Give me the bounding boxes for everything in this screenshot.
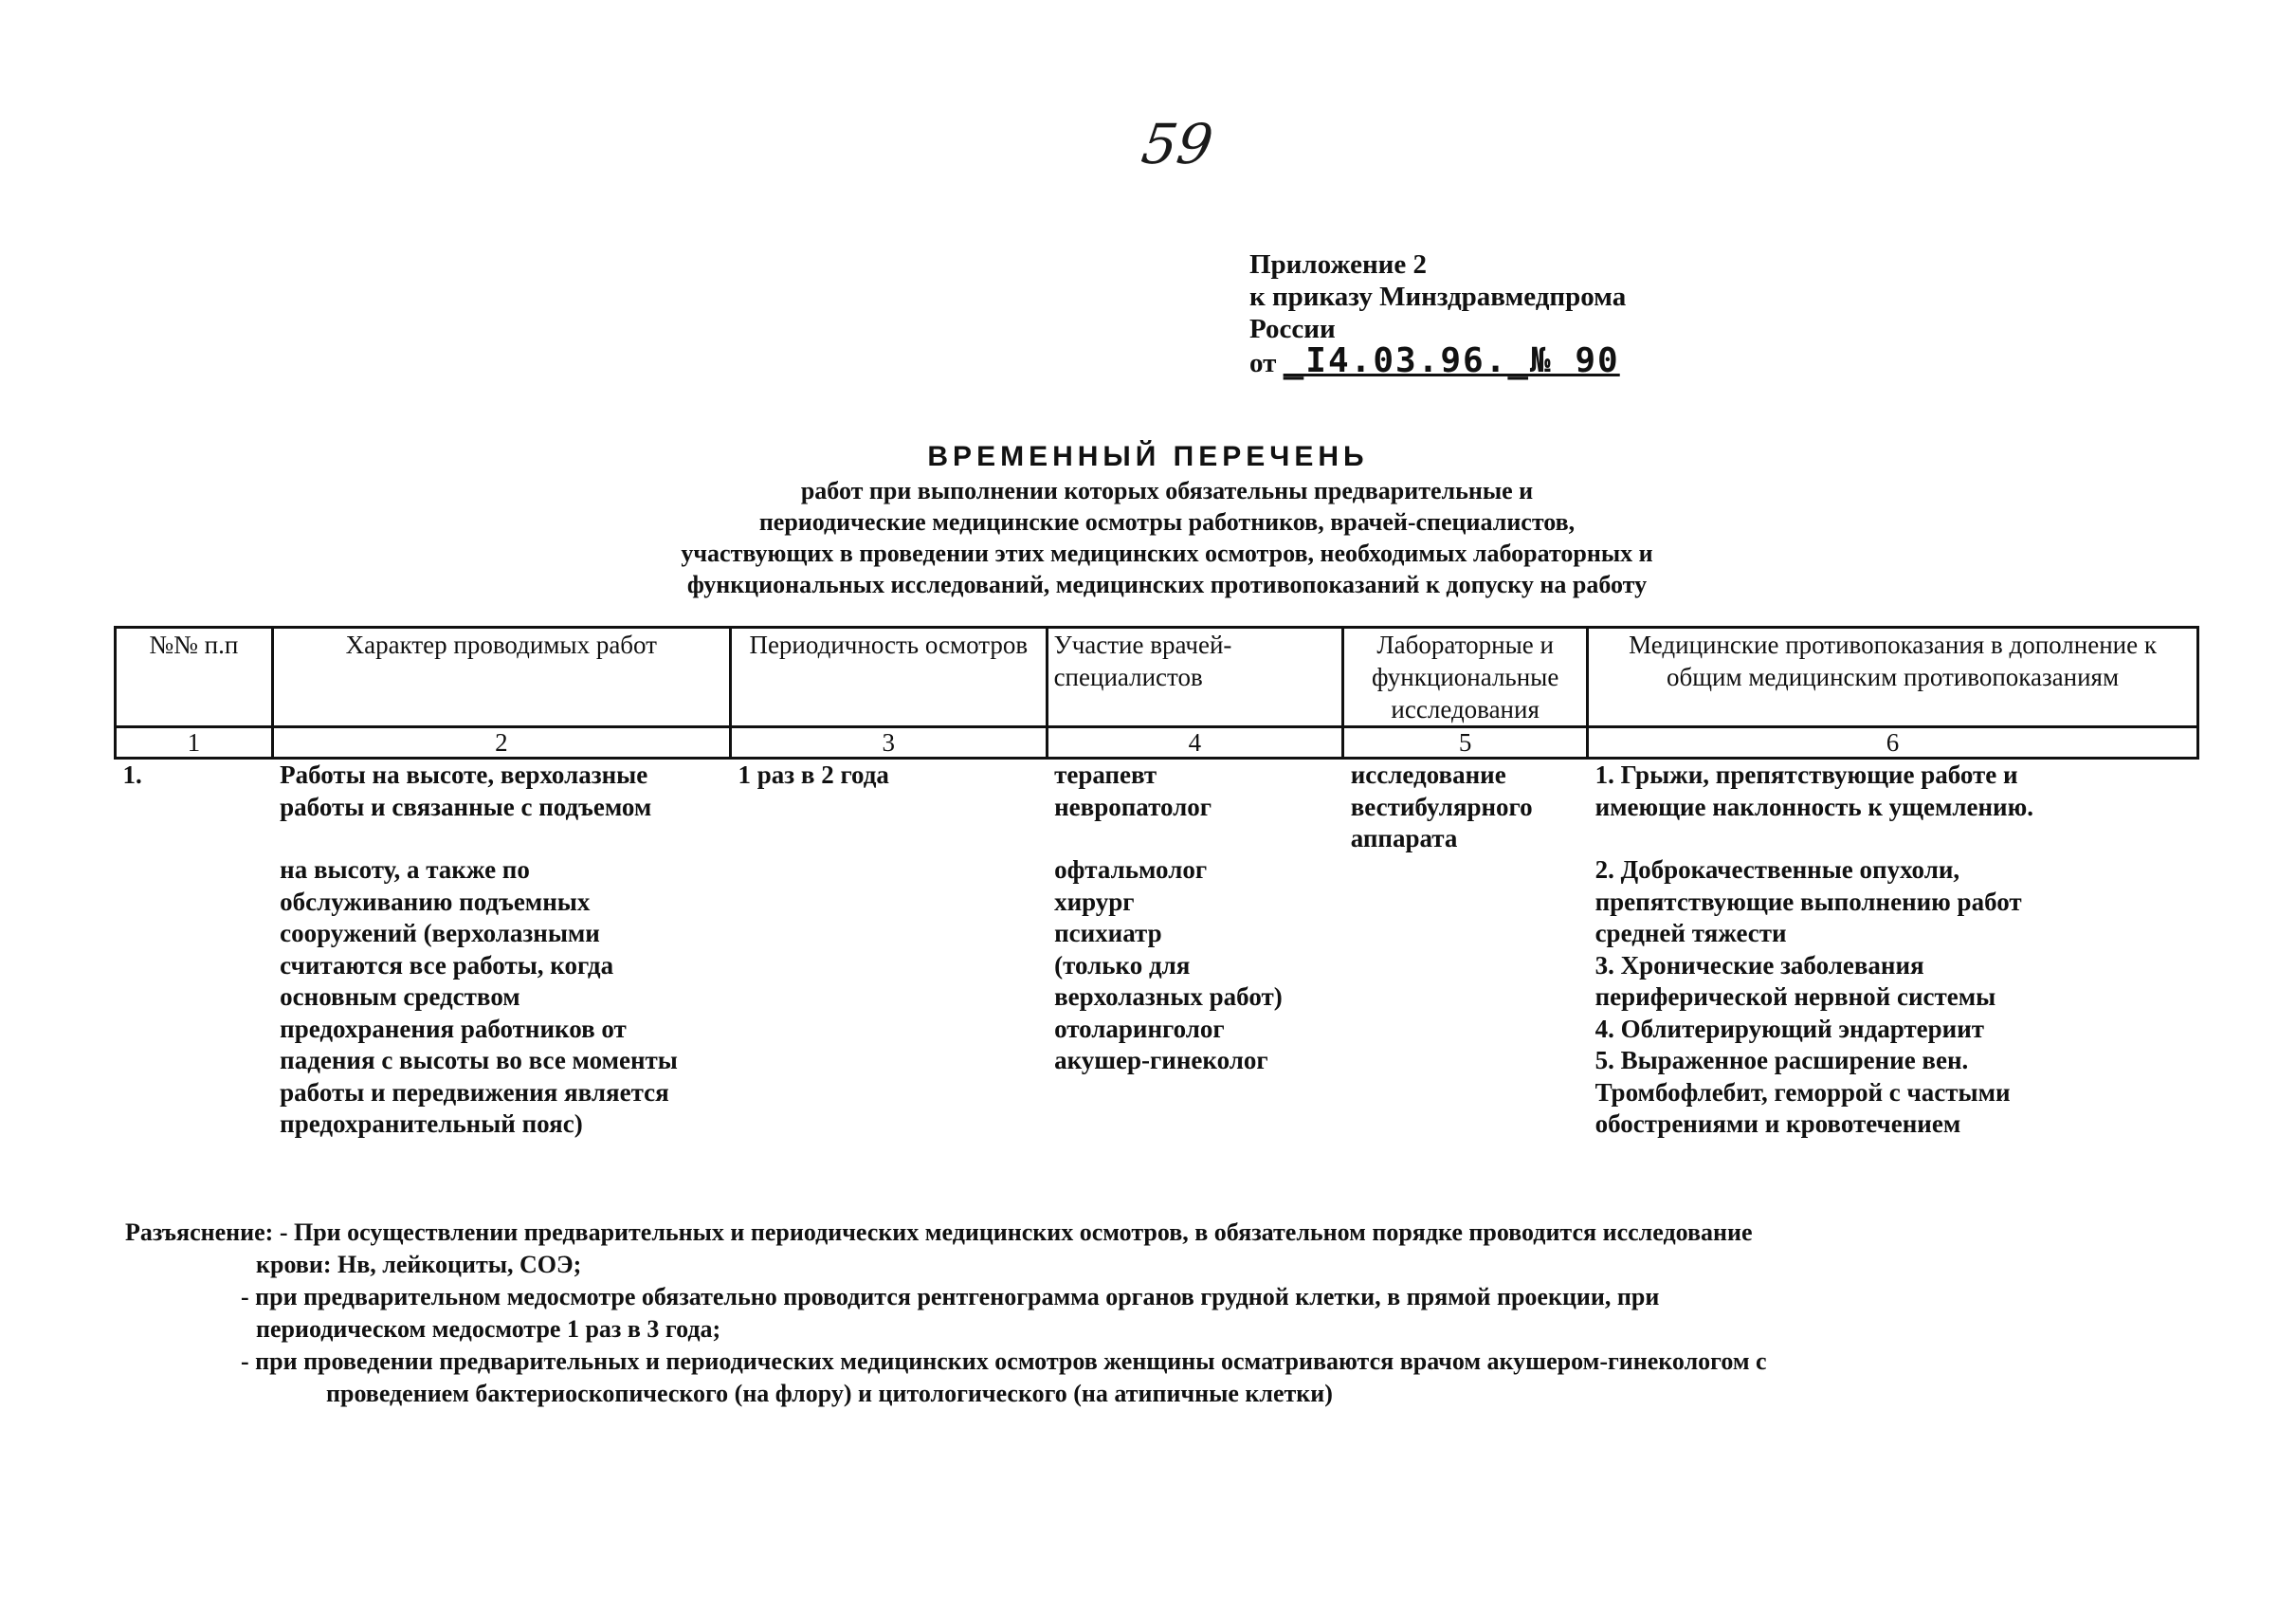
work-line: работы и связанные с подъемом — [280, 792, 652, 821]
appendix-line: Приложение 2 — [1249, 249, 1427, 280]
note-line: периодическом медосмотре 1 раз в 3 года; — [256, 1315, 721, 1343]
contra-line: препятствующие выполнению работ — [1594, 887, 2022, 916]
contra-line: средней тяжести — [1594, 919, 1787, 947]
work-line: предохранительный пояс) — [280, 1109, 583, 1138]
lab-line: исследование — [1350, 760, 1506, 789]
column-number: 3 — [731, 727, 1048, 759]
column-number: 6 — [1588, 727, 2198, 759]
appendix-line: к приказу Минздравмедпрома — [1249, 282, 1627, 312]
doctor-item: невропатолог — [1054, 792, 1212, 821]
contraindications — [1588, 759, 2198, 1141]
column-number: 2 — [272, 727, 730, 759]
order-date-prefix: от — [1249, 348, 1277, 378]
note-line: - при предварительном медосмотре обязательно проводится рентгенограмма органов грудной клетки, в прямой проекции, при — [241, 1283, 1660, 1310]
note-line: крови: Нв, лейкоциты, СОЭ; — [256, 1251, 582, 1278]
work-line: предохранения работников от — [280, 1014, 627, 1043]
table-header-row — [116, 628, 2198, 727]
note-line: Разъяснение: - При осуществлении предварительных и периодических медицинских осмотров, в обязательном порядке проводится исследование — [125, 1218, 1753, 1246]
contra-line: 1. Грыжи, препятствующие работе и — [1594, 760, 2018, 789]
page-number: 59 — [1138, 112, 1217, 176]
work-line: Работы на высоте, верхолазные — [280, 760, 648, 789]
subtitle-line: участвующих в проведении этих медицинских осмотров, необходимых лабораторных и — [681, 540, 1653, 567]
work-line: сооружений (верхолазными — [280, 919, 600, 947]
document-title: ВРЕМЕННЫЙ ПЕРЕЧЕНЬ — [927, 441, 1369, 472]
column-number: 1 — [116, 727, 273, 759]
lab-tests — [1343, 759, 1588, 1141]
note-line: - при проведении предварительных и периодических медицинских осмотров женщины осматриваются врачом акушером-гинекологом с — [241, 1347, 1767, 1375]
work-line: считаются все работы, когда — [280, 950, 614, 980]
header-contraindications: Медицинские противопоказания в дополнение к общим медицинским противопоказаниям — [1588, 628, 2198, 727]
column-number-row — [116, 727, 2198, 759]
work-description — [272, 759, 730, 1141]
column-number: 4 — [1047, 727, 1343, 759]
contra-line: имеющие наклонность к ущемлению. — [1594, 792, 2033, 821]
table-row — [116, 759, 2198, 1141]
column-number: 5 — [1343, 727, 1588, 759]
doctor-item: терапевт — [1054, 760, 1157, 789]
doctor-item: хирург — [1054, 887, 1135, 916]
subtitle-line: периодические медицинские осмотры работников, врачей-специалистов, — [758, 508, 1576, 536]
row-number: 1. — [122, 760, 142, 789]
order-date-number: _I4.03.96._№ 90 — [1283, 341, 1620, 380]
doctor-item: психиатр — [1054, 919, 1162, 947]
lab-line: вестибулярного — [1350, 792, 1533, 821]
header-periodicity: Периодичность осмотров — [731, 628, 1048, 727]
doctor-item: офтальмолог — [1054, 855, 1208, 884]
contra-line: Тромбофлебит, геморрой с частыми — [1594, 1077, 2011, 1107]
appendix-reference — [1249, 248, 1626, 379]
header-doctors: Участие врачей-специалистов — [1047, 628, 1343, 727]
contra-line: 5. Выраженное расширение вен. — [1594, 1046, 1969, 1074]
explanation-notes — [125, 1217, 1767, 1410]
work-line: обслуживанию подъемных — [280, 887, 591, 916]
order-date — [1249, 341, 1626, 380]
doctors-list — [1047, 759, 1343, 1141]
work-list-table — [114, 626, 2199, 1141]
appendix-line: России — [1249, 314, 1336, 344]
document-heading — [0, 439, 2296, 600]
subtitle-line: функциональных исследований, медицинских противопоказаний к допуску на работу — [686, 571, 1648, 598]
header-lab-tests: Лабораторные и функциональные исследования — [1343, 628, 1588, 727]
doctor-item: (только для — [1054, 950, 1191, 980]
note-line: проведением бактериоскопического (на флору) и цитологического (на атипичные клетки) — [326, 1380, 1333, 1407]
periodicity-value: 1 раз в 2 года — [738, 760, 889, 789]
contra-line: 2. Доброкачественные опухоли, — [1594, 855, 1960, 884]
subtitle-line: работ при выполнении которых обязательны предварительные и — [800, 477, 1534, 504]
contra-line: 4. Облитерирующий эндартериит — [1594, 1014, 1985, 1043]
lab-line: аппарата — [1350, 824, 1458, 852]
contra-line: обострениями и кровотечением — [1594, 1109, 1961, 1138]
work-line: на высоту, а также по — [280, 855, 530, 884]
work-line: работы и передвижения является — [280, 1077, 669, 1107]
work-line: падения с высоты во все моменты — [280, 1046, 678, 1074]
contra-line: периферической нервной системы — [1594, 982, 1996, 1011]
header-number: №№ п.п — [116, 628, 273, 727]
doctor-item: отоларинголог — [1054, 1014, 1225, 1043]
doctor-item: акушер-гинеколог — [1054, 1046, 1268, 1074]
header-work-type: Характер проводимых работ — [272, 628, 730, 727]
doctor-item: верхолазных работ) — [1054, 982, 1283, 1011]
contra-line: 3. Хронические заболевания — [1594, 950, 1924, 980]
work-line: основным средством — [280, 982, 520, 1011]
